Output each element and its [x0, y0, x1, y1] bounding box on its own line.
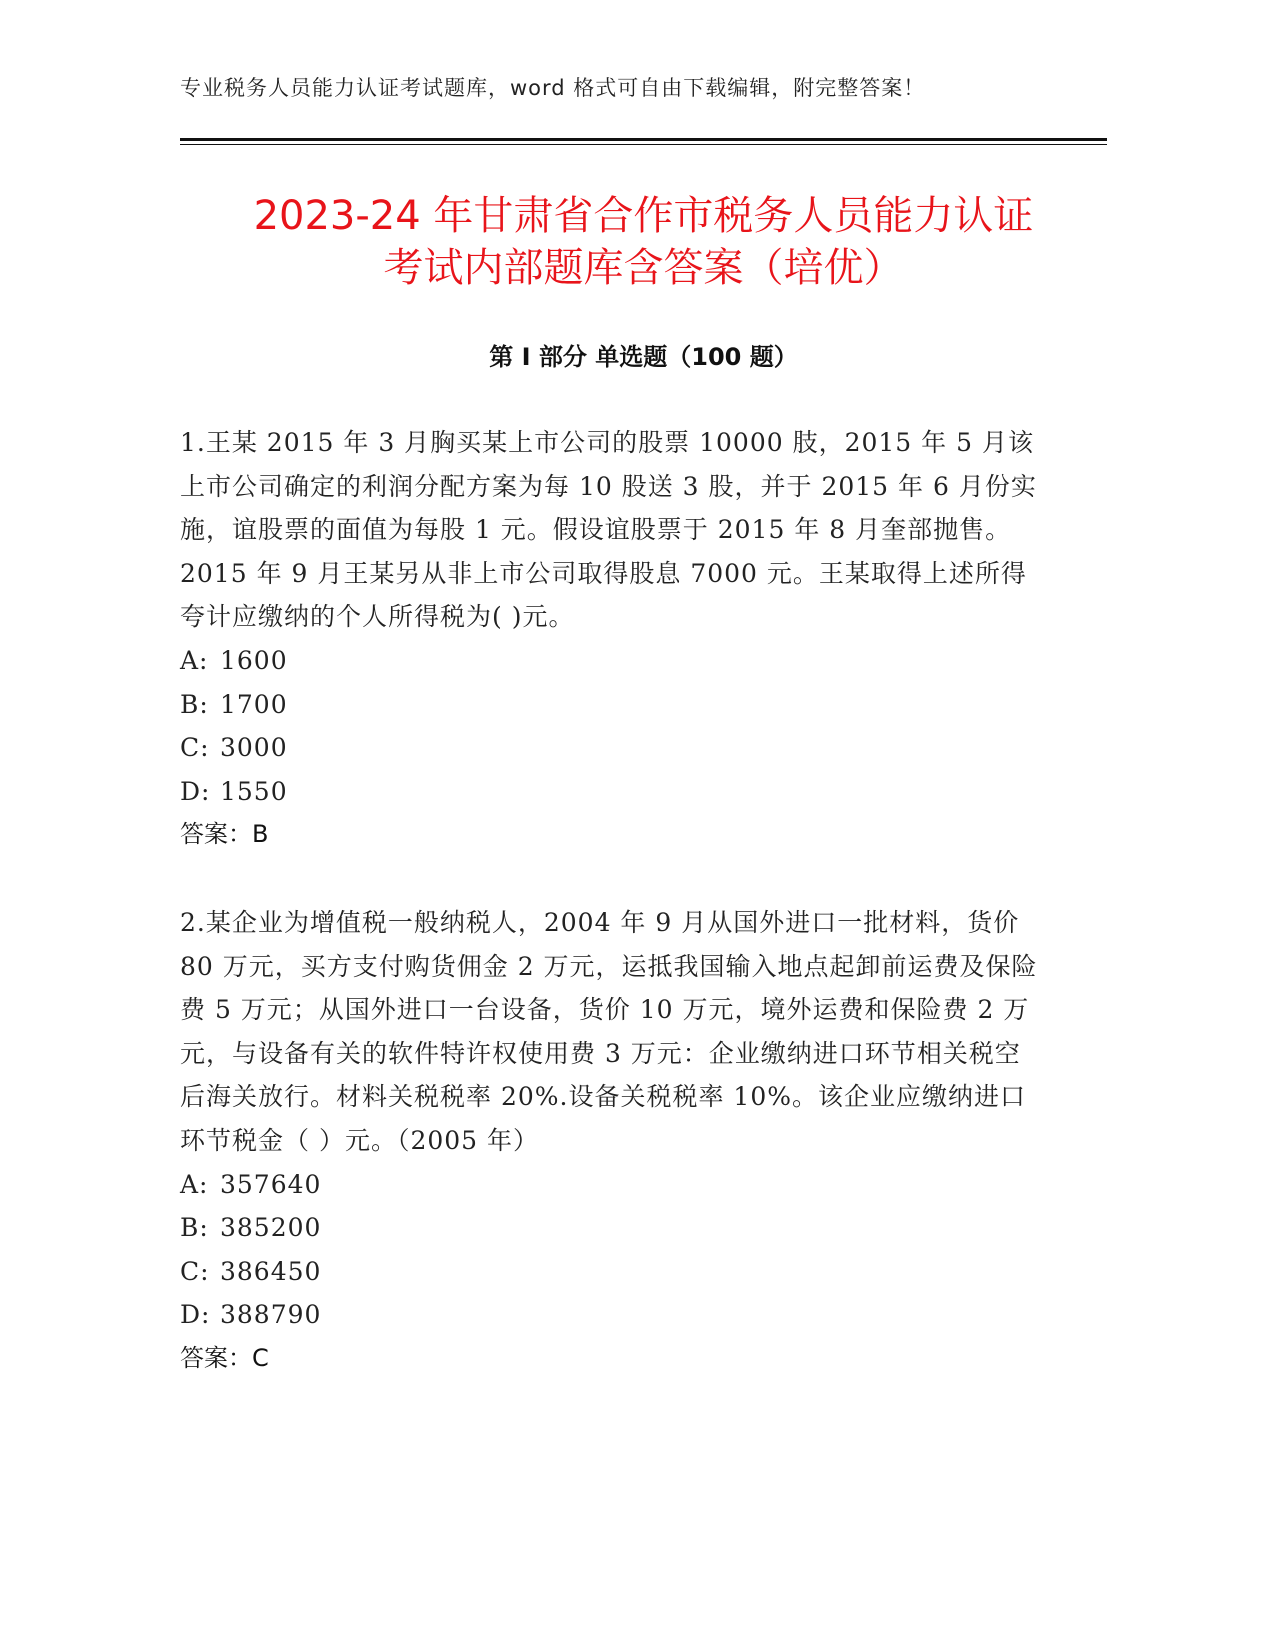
- header-note: 专业税务人员能力认证考试题库，word 格式可自由下载编辑，附完整答案！: [180, 76, 926, 100]
- option-value: 357640: [220, 1169, 322, 1199]
- answer-line: 答案：B: [180, 820, 269, 849]
- header-rule-thin: [180, 144, 1107, 145]
- option-value: 386450: [220, 1256, 322, 1286]
- option-label: C:: [180, 1256, 210, 1286]
- title-line-1: 2023-24 年甘肃省合作市税务人员能力认证: [253, 193, 1034, 239]
- question-1: [180, 421, 1040, 857]
- section-heading: 第 I 部分 单选题（100 题）: [489, 343, 798, 371]
- option-a: [180, 1163, 1040, 1207]
- option-label: A:: [180, 1169, 209, 1199]
- option-label: D:: [180, 776, 211, 806]
- document-title: [180, 190, 1107, 294]
- option-label: C:: [180, 733, 210, 763]
- question-stem: 1.王某 2015 年 3 月胸买某上市公司的股票 10000 肢，2015 年 5 月该上市公司确定的利润分配方案为每 10 股送 3 股，并于 2015 年 6 月份实施，谊股票的面值为每股 1 元。假设谊股票于 2015 年 8 月奎部抛售。2015 年 9 月王某另从非上市公司取得股息 7000 元。王某取得上述所得夸计应缴纳的个人所得税为( )元。: [180, 428, 1037, 632]
- option-b: [180, 1206, 1040, 1250]
- answer-line: 答案：C: [180, 1343, 269, 1372]
- option-value: 3000: [220, 733, 288, 763]
- option-value: 1700: [220, 689, 288, 719]
- option-a: [180, 639, 1040, 683]
- question-2: [180, 901, 1040, 1381]
- header-rule-thick: [180, 138, 1107, 141]
- option-b: [180, 683, 1040, 727]
- question-stem: 2.某企业为增值税一般纳税人，2004 年 9 月从国外进口一批材料，货价 80 万元，买方支付购货佣金 2 万元，运抵我国输入地点起卸前运费及保险费 5 万元；从国外进口一台设备，货价 10 万元，境外运费和保险费 2 万元，与设备有关的软件特许权使用费 3 万元：企业缴纳进口环节相关税空后海关放行。材料关税税率 20%.设备关税税率 10%。该企业应缴纳进口环节税金（ ）元。（2005 年）: [180, 908, 1038, 1155]
- option-label: D:: [180, 1300, 211, 1330]
- option-label: B:: [180, 689, 209, 719]
- option-d: [180, 770, 1040, 814]
- title-line-2: 考试内部题库含答案（培优）: [383, 245, 904, 291]
- option-label: B:: [180, 1213, 209, 1243]
- option-value: 388790: [220, 1300, 322, 1330]
- option-value: 1550: [220, 776, 288, 806]
- option-value: 1600: [220, 645, 288, 675]
- option-d: [180, 1293, 1040, 1337]
- option-c: [180, 726, 1040, 770]
- option-value: 385200: [220, 1213, 322, 1243]
- option-label: A:: [180, 645, 209, 675]
- option-c: [180, 1250, 1040, 1294]
